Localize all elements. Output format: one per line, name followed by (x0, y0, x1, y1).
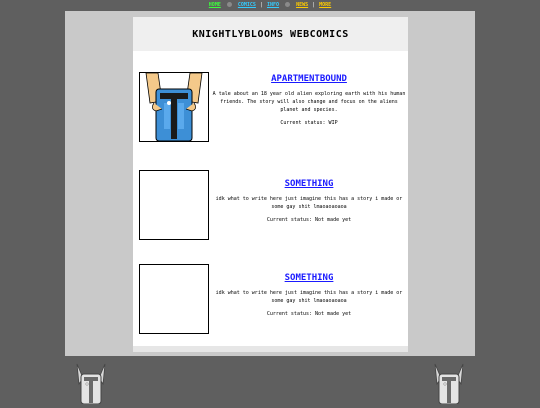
nav-home-link[interactable]: HOME (208, 2, 221, 8)
nav-more-link[interactable]: MORE (319, 2, 332, 8)
comic-status: Current status: Not made yet (266, 217, 352, 223)
comic-status: Current status: Not made yet (266, 311, 352, 317)
comic-info (212, 264, 406, 318)
comic-status: Current status: WIP (280, 120, 338, 126)
nav-separator: | (259, 2, 263, 8)
comic-title-link[interactable]: SOMETHING (284, 179, 334, 189)
comic-title-link[interactable]: APARTMENTBOUND (271, 74, 347, 84)
footer-bar (133, 346, 408, 352)
nav-comics-link[interactable]: COMICS (237, 2, 256, 8)
comic-info (212, 72, 406, 127)
comic-info (212, 170, 406, 224)
content-panel (133, 17, 408, 352)
comic-thumbnail[interactable] (139, 72, 209, 142)
comic-title-link[interactable]: SOMETHING (284, 273, 334, 283)
nav-info-link[interactable]: INFO (266, 2, 280, 8)
header (133, 17, 408, 51)
comic-description: idk what to write here just imagine this has a story i made or some gay shit lmaoaoaoaoa (215, 290, 403, 304)
comic-description: idk what to write here just imagine this has a story i made or some gay shit lmaoaoaoaoa (215, 196, 403, 210)
nav-separator: | (312, 2, 316, 8)
bullet-icon (285, 2, 290, 7)
comic-card (139, 72, 404, 142)
bullet-icon (227, 2, 232, 7)
comic-thumbnail-placeholder[interactable] (139, 170, 209, 240)
outer-panel (65, 11, 475, 356)
comic-thumbnail-placeholder[interactable] (139, 264, 209, 334)
mascot-icon (433, 362, 465, 404)
comic-description: A tale about an 18 year old alien exploring earth with his human friends. The story will also change and focus on the aliens planet and species. (212, 91, 406, 113)
alien-character-icon (140, 73, 208, 141)
comic-card (139, 264, 404, 334)
mascot-icon (75, 362, 107, 404)
comic-card (139, 170, 404, 240)
page-title: KNIGHTLYBLOOMS WEBCOMICS (192, 28, 349, 40)
nav-news-link[interactable]: NEWS (296, 2, 309, 8)
top-navigation (0, 2, 540, 9)
